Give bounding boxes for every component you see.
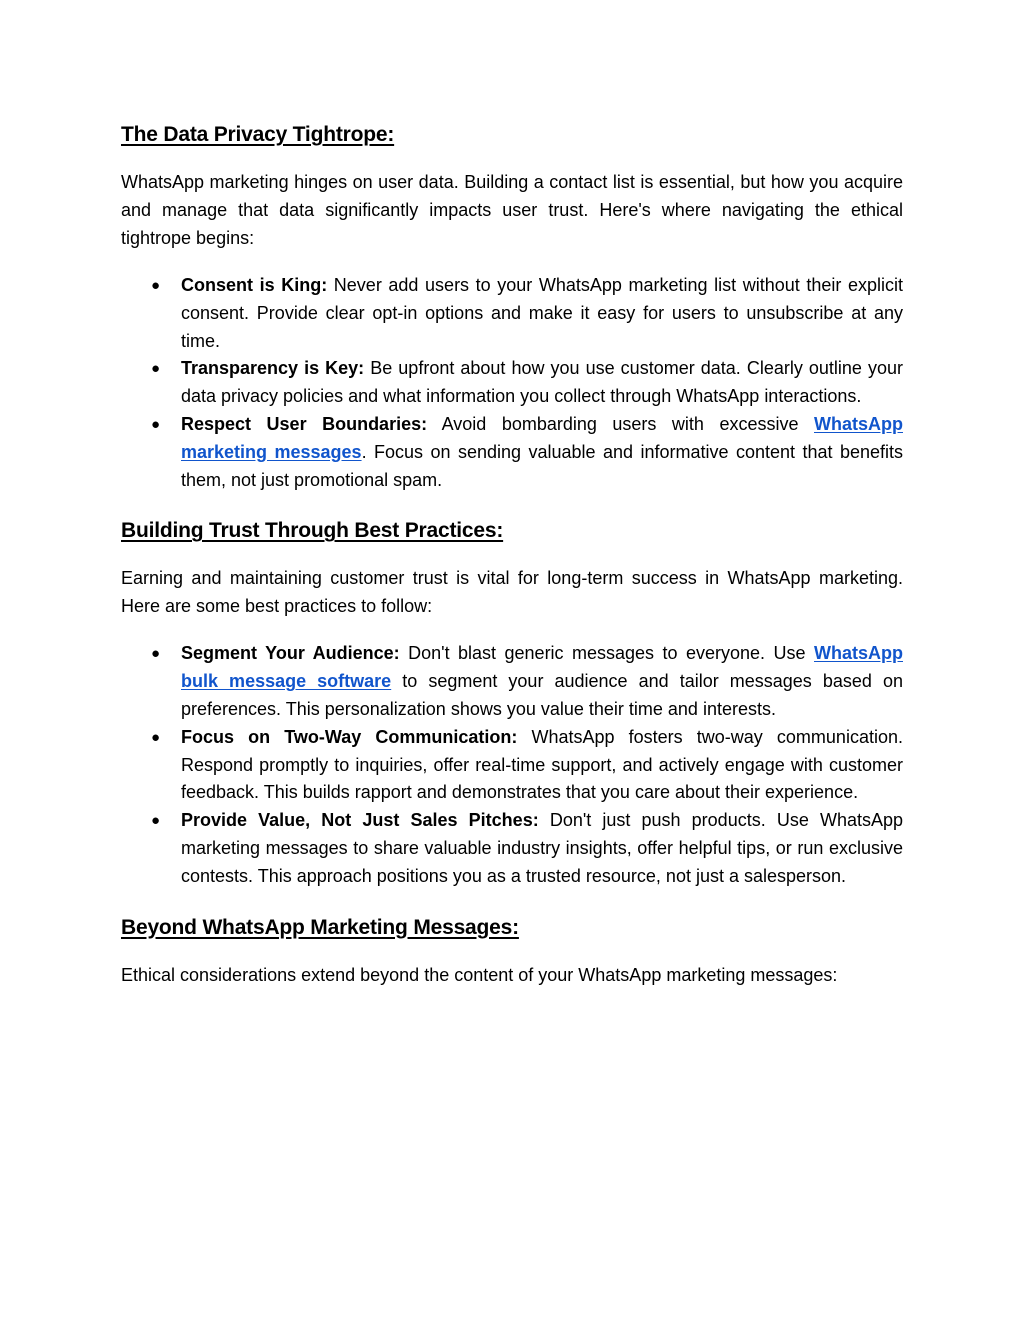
bullet-list-best-practices [121, 640, 903, 890]
bullet-icon: ● [151, 728, 161, 746]
section-intro-best-practices: Earning and maintaining customer trust is vital for long-term success in WhatsApp marketing. Here are some best practices to follow: [121, 568, 903, 617]
list-item [121, 640, 903, 723]
section-heading-beyond-messages: Beyond WhatsApp Marketing Messages: [121, 915, 519, 939]
section-heading-best-practices: Building Trust Through Best Practices: [121, 519, 504, 543]
bullet-title: Provide Value, Not Just Sales Pitches: [181, 810, 539, 831]
bullet-list-data-privacy [121, 272, 903, 494]
list-item [121, 272, 903, 355]
bullet-title: Focus on Two-Way Communication: [181, 726, 518, 747]
bullet-text: Don't just push products. Use WhatsApp marketing messages to share valuable industry insights, offer helpful tips, or run exclusive contests. This approach positions you as a trusted resource, not just a salesperson. [181, 810, 903, 886]
section-heading-data-privacy: The Data Privacy Tightrope: [121, 123, 395, 146]
bullet-text: Don't blast generic messages to everyone. Use [399, 643, 814, 664]
link-whatsapp-marketing-messages[interactable]: WhatsApp marketing messages [181, 413, 903, 462]
bullet-title: Transparency is Key: [181, 358, 365, 379]
bullet-title: Segment Your Audience: [181, 643, 400, 664]
bullet-title: Respect User Boundaries: [181, 413, 428, 434]
bullet-title: Consent is King: [181, 275, 328, 295]
section-intro-beyond-messages: Ethical considerations extend beyond the content of your WhatsApp marketing messages: [121, 964, 838, 985]
bullet-icon: ● [151, 415, 161, 433]
list-item [121, 355, 903, 411]
section-intro-data-privacy: WhatsApp marketing hinges on user data. Building a contact list is essential, but how you acquire and manage that data significantly impacts user trust. Here's where navigating the ethical tightrope begins: [121, 172, 903, 248]
list-item [121, 411, 903, 494]
document-page [121, 118, 903, 989]
bullet-icon: ● [151, 277, 161, 294]
bullet-text: Never add users to your WhatsApp marketing list without their explicit consent. Provide clear opt-in options and make it easy for users to unsubscribe at any time. [181, 275, 903, 351]
bullet-icon: ● [151, 360, 161, 378]
bullet-text: to segment your audience and tailor messages based on preferences. This personalization shows you value their time and interests. [181, 671, 903, 719]
link-whatsapp-bulk-message-software[interactable]: WhatsApp bulk message software [181, 643, 903, 692]
list-item [121, 807, 903, 890]
bullet-icon: ● [151, 645, 161, 663]
bullet-text: . Focus on sending valuable and informative content that benefits them, not just promotional spam. [181, 441, 904, 490]
bullet-text: WhatsApp fosters two-way communication. Respond promptly to inquiries, offer real-time support, and actively engage with customer feedback. This builds rapport and demonstrates that you care about their experience. [181, 726, 903, 803]
bullet-text: Avoid bombarding users with excessive [427, 413, 814, 434]
list-item [121, 724, 903, 807]
bullet-text: Be upfront about how you use customer data. Clearly outline your data privacy policies and what information you collect through WhatsApp interactions. [181, 358, 903, 407]
bullet-icon: ● [151, 812, 161, 830]
